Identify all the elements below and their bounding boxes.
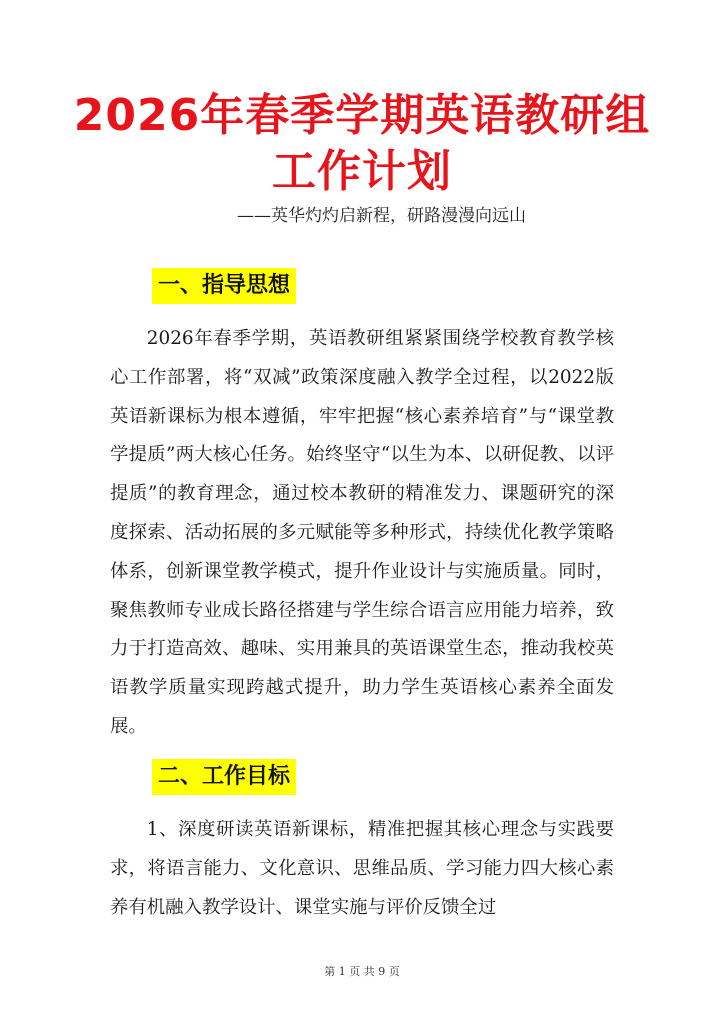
document-title: 2026年春季学期英语教研组工作计划 [73,90,651,197]
section-paragraph-work-goals: 1、深度研读英语新课标，精准把握其核心理念与实践要求，将语言能力、文化意识、思维品质、学习能力四大核心素养有机融入教学设计、课堂实施与评价反馈全过 [110,819,614,918]
section-paragraph-guiding-ideology: 2026年春季学期，英语教研组紧紧围绕学校教育教学核心工作部署，将“双减”政策深度融入教学全过程，以2022版英语新课标为根本遵循，牢牢把握“核心素养培育”与“课堂教学提质”两大核心任务。始终坚守“以生为本、以研促教、以评提质”的教育理念，通过校本教研的精准发力、课题研究的深度探索、活动拓展的多元赋能等多种形式，持续优化教学策略体系，创新课堂教学模式，提升作业设计与实施质量。同时，聚焦教师专业成长路径搭建与学生综合语言应用能力培养，致力于打造高效、趣味、实用兼具的英语课堂生态，推动我校英语教学质量实现跨越式提升，助力学生英语核心素养全面发展。 [110,328,614,737]
section-heading-guiding-ideology: 一、指导思想 [152,268,296,304]
page-footer: 第 1 页 共 9 页 [324,965,400,978]
document-subtitle: ——英华灼灼启新程，研路漫漫向远山 [237,206,526,226]
section-heading-work-goals: 二、工作目标 [152,759,296,795]
